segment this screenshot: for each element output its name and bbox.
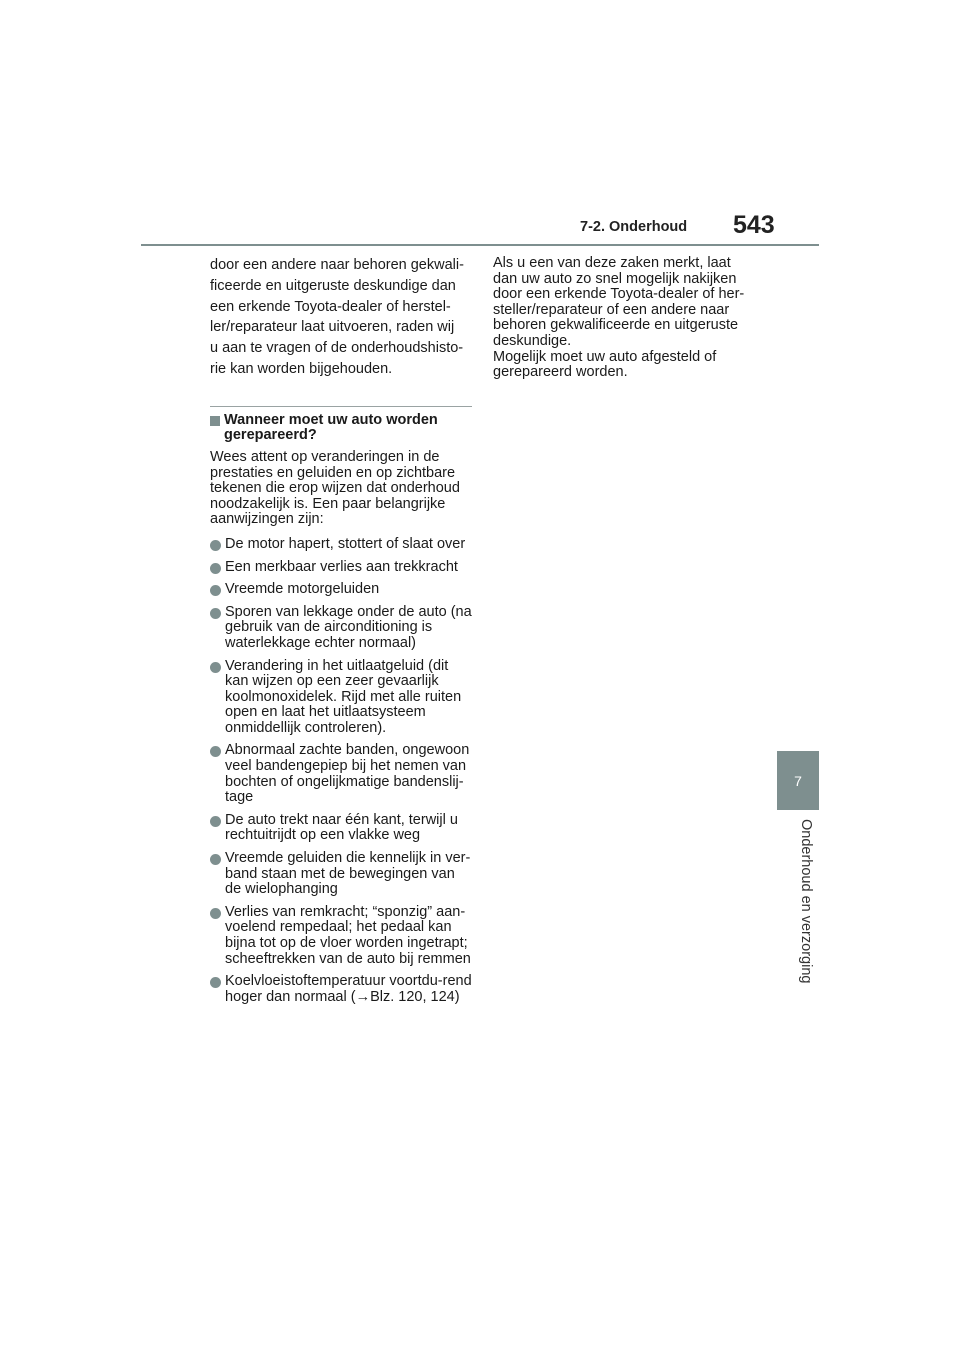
bullet-dot-icon bbox=[210, 746, 221, 757]
list-item bbox=[210, 560, 472, 576]
right-column bbox=[493, 256, 755, 381]
list-item-text: Vreemde geluiden die kennelijk in ver-band staan met de bewegingen van de wielophanging bbox=[225, 850, 471, 898]
bullet-dot-icon bbox=[210, 608, 221, 619]
list-item bbox=[210, 905, 472, 967]
section-divider bbox=[210, 406, 472, 407]
bullet-dot-icon bbox=[210, 908, 221, 919]
page-number: 543 bbox=[733, 211, 775, 239]
intro-line: een erkende Toyota-dealer of herstel- bbox=[210, 298, 451, 315]
intro-paragraph bbox=[210, 255, 472, 380]
chapter-number: 7 bbox=[794, 772, 802, 789]
list-item bbox=[210, 659, 472, 737]
header-rule bbox=[141, 244, 819, 246]
list-item bbox=[210, 537, 472, 553]
right-paragraph: Mogelijk moet uw auto afgesteld of gerepareerd worden. bbox=[493, 348, 717, 381]
list-item-text: Verlies van remkracht; “sponzig” aan-voelend rempedaal; het pedaal kan bijna tot op de vloer worden ingetrapt; scheeftrekken van de auto bij remmen bbox=[225, 903, 471, 967]
bullet-dot-icon bbox=[210, 662, 221, 673]
intro-line: rie kan worden bijgehouden. bbox=[210, 360, 393, 377]
list-item bbox=[210, 974, 472, 1005]
list-item-text: Abnormaal zachte banden, ongewoon veel bandengepiep bij het nemen van bochten of ongelijkmatige bandenslij-tage bbox=[225, 742, 470, 806]
list-item-text: Een merkbaar verlies aan trekkracht bbox=[225, 558, 458, 575]
bullet-dot-icon bbox=[210, 540, 221, 551]
chapter-tab bbox=[777, 751, 819, 810]
list-item bbox=[210, 813, 472, 844]
section-heading-text: Wanneer moet uw auto worden gerepareerd? bbox=[224, 411, 438, 444]
list-item bbox=[210, 582, 472, 598]
bullet-dot-icon bbox=[210, 854, 221, 865]
list-item-text: Verandering in het uitlaatgeluid (dit kan wijzen op een zeer gevaarlijk koolmonoxidelek. Rijd met alle ruiten open en laat het uitlaatsysteem onmiddellijk controleren). bbox=[225, 657, 462, 736]
section-title: 7-2. Onderhoud bbox=[580, 219, 688, 235]
list-item bbox=[210, 605, 472, 652]
intro-line: ler/reparateur laat uitvoeren, raden wij bbox=[210, 319, 455, 336]
symptom-list bbox=[210, 537, 472, 1005]
left-column bbox=[210, 255, 472, 1012]
right-paragraph: Als u een van deze zaken merkt, laat dan uw auto zo snel mogelijk nakijken door een erkende Toyota-dealer of her-steller/reparateur of een andere naar behoren gekwalificeerde en uitgeruste deskundige. bbox=[493, 255, 745, 349]
section-paragraph: Wees attent op veranderingen in de prestaties en geluiden en op zichtbare tekenen die erop wijzen dat onderhoud noodzakelijk is. Een paar belangrijke aanwijzingen zijn: bbox=[210, 448, 460, 528]
list-item-text: Sporen van lekkage onder de auto (na gebruik van de airconditioning is waterlekkage echter normaal) bbox=[225, 603, 472, 651]
section-heading bbox=[210, 413, 472, 444]
intro-line: u aan te vragen of de onderhoudshisto- bbox=[210, 340, 464, 357]
chapter-title: Onderhoud en verzorging bbox=[798, 819, 814, 984]
intro-line: door een andere naar behoren gekwali- bbox=[210, 257, 464, 273]
list-item-text: Koelvloeistoftemperatuur voortdu-rend hoger dan normaal (→Blz. 120, 124) bbox=[225, 973, 472, 1005]
list-item-text: Vreemde motorgeluiden bbox=[225, 581, 380, 598]
square-bullet-icon bbox=[210, 416, 220, 426]
intro-line: ficeerde en uitgeruste deskundige dan bbox=[210, 277, 456, 294]
bullet-dot-icon bbox=[210, 816, 221, 827]
list-item bbox=[210, 851, 472, 898]
list-item-text: De motor hapert, stottert of slaat over bbox=[225, 535, 466, 552]
list-item bbox=[210, 743, 472, 805]
bullet-dot-icon bbox=[210, 585, 221, 596]
bullet-dot-icon bbox=[210, 977, 221, 988]
bullet-dot-icon bbox=[210, 563, 221, 574]
list-item-text: De auto trekt naar één kant, terwijl u rechtuitrijdt op een vlakke weg bbox=[225, 811, 458, 844]
